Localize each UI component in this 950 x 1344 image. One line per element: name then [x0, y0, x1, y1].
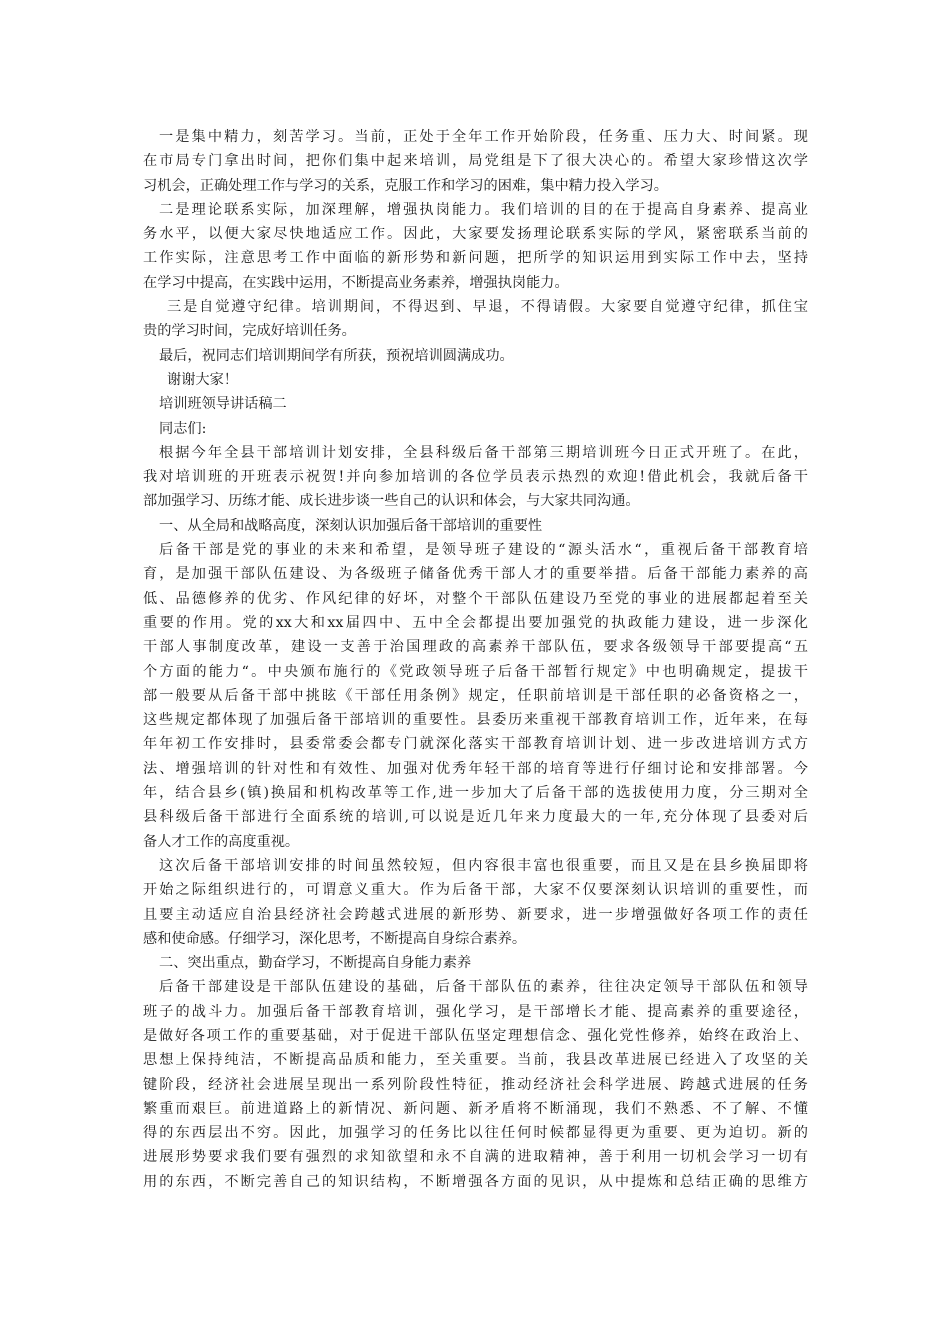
paragraph-line: 一是集中精力，刻苦学习。当前，正处于全年工作开始阶段，任务重、压力大、时间紧。现 — [159, 129, 808, 145]
paragraph-line: 我对培训班的开班表示祝贺!并向参加培训的各位学员表示热烈的欢迎!借此机会，我就后备干 — [143, 469, 808, 486]
paragraph-line: 繁重而艰巨。前进道路上的新情况、新问题、新矛盾将不断涌现，我们不熟悉、不了解、不懂 — [143, 1100, 808, 1117]
paragraph-line: 二是理论联系实际，加深理解，增强执岗能力。我们培训的目的在于提高自身素养、提高业 — [159, 201, 808, 218]
paragraph-line: 部一般要从后备干部中挑眩《干部任用条例》规定，任职前培训是干部任职的必备资格之一， — [143, 687, 808, 704]
paragraph-line: 思想上保持纯洁，不断提高品质和能力，至关重要。当前，我县改革进展已经进入了攻坚的关 — [143, 1052, 808, 1069]
paragraph-line: 县科级后备干部进行全面系统的培训,可以说是近几年来力度最大的一年,充分体现了县委对后 — [143, 809, 808, 826]
paragraph-line: 年，结合县乡(镇)换届和机构改革等工作,进一步加大了后备干部的选拔使用力度，分三期对全 — [143, 785, 808, 802]
paragraph-line: 这次后备干部培训安排的时间虽然较短，但内容很丰富也很重要，而且又是在县乡换届即将 — [159, 857, 808, 874]
paragraph-line: 重要的作用。党的xx大和xx届四中、五中全会都提出要加强党的执政能力建设，进一步深化 — [143, 614, 808, 631]
paragraph-line: 工作实际，注意思考工作中面临的新形势和新问题，把所学的知识运用到实际工作中去，坚持 — [143, 250, 808, 267]
paragraph-line: 最后，祝同志们培训期间学有所获，预祝培训圆满成功。 — [159, 347, 514, 364]
paragraph-line: 是做好各项工作的重要基础，对于促进干部队伍坚定理想信念、强化党性修养，始终在政治上、 — [143, 1027, 808, 1044]
paragraph-line: 键阶段，经济社会进展呈现出一系列阶段性特征，推动经济社会科学进展、跨越式进展的任务 — [143, 1076, 808, 1093]
paragraph-line: 三是自觉遵守纪律。培训期间，不得迟到、早退，不得请假。大家要自觉遵守纪律，抓住宝 — [167, 299, 808, 316]
paragraph-line: 用的东西，不断完善自己的知识结构，不断增强各方面的见识，从中提炼和总结正确的思维方 — [143, 1173, 808, 1190]
paragraph-line: 备人才工作的高度重视。 — [143, 833, 300, 850]
paragraph-line: 在市局专门拿出时间，把你们集中起来培训，局党组是下了很大决心的。希望大家珍惜这次学 — [143, 153, 808, 170]
paragraph-line: 育，是加强干部队伍建设、为各级班子储备优秀干部人才的重要举措。后备干部能力素养的高 — [143, 566, 808, 583]
document-body — [143, 125, 808, 1194]
closing-line: 谢谢大家！ — [167, 371, 238, 388]
paragraph-line: 在学习中提高，在实践中运用，不断提高业务素养，增强执岗能力。 — [143, 274, 569, 291]
paragraph-line: 低、品德修养的优劣、作风纪律的好坏，对整个干部队伍建设乃至党的事业的进展都起着至关 — [143, 590, 808, 607]
paragraph-line: 后备干部是党的事业的未来和希望，是领导班子建设的“源头活水“，重视后备干部教育培 — [159, 542, 808, 559]
section-title: 培训班领导讲话稿二 — [159, 396, 287, 413]
section-heading: 一、从全局和战略高度，深刻认识加强后备干部培训的重要性 — [159, 517, 543, 534]
paragraph-line: 这些规定都体现了加强后备干部培训的重要性。县委历来重视干部教育培训工作，近年来，在每 — [143, 712, 808, 729]
paragraph-line: 习机会，正确处理工作与学习的关系，克服工作和学习的困难，集中精力投入学习。 — [143, 177, 668, 194]
salutation: 同志们: — [159, 420, 207, 437]
paragraph-line: 贵的学习时间，完成好培训任务。 — [143, 323, 356, 340]
paragraph-line: 开始之际组织进行的，可谓意义重大。作为后备干部，大家不仅要深刻认识培训的重要性，而 — [143, 882, 808, 899]
paragraph-line: 且要主动适应自治县经济社会跨越式进展的新形势、新要求，进一步增强做好各项工作的责任 — [143, 906, 808, 923]
paragraph-line: 法、增强培训的针对性和有效性、加强对优秀年轻干部的培育等进行仔细讨论和安排部署。今 — [143, 760, 808, 777]
paragraph-line: 务水平，以便大家尽快地适应工作。因此，大家要发扬理论联系实际的学风，紧密联系当前的 — [143, 226, 808, 243]
paragraph-line: 感和使命感。仔细学习，深化思考，不断提高自身综合素养。 — [143, 930, 527, 947]
paragraph-line: 后备干部建设是干部队伍建设的基础，后备干部队伍的素养，往往决定领导干部队伍和领导 — [159, 979, 808, 996]
paragraph-line: 部加强学习、历练才能、成长进步谈一些自己的认识和体会，与大家共同沟通。 — [143, 493, 640, 510]
paragraph-line: 干部人事制度改革，建设一支善于治国理政的高素养干部队伍，要求各级领导干部要提高“五 — [143, 639, 808, 656]
paragraph-line: 进展形势要求我们要有强烈的求知欲望和永不自满的进取精神，善于利用一切机会学习一切有 — [143, 1149, 808, 1166]
paragraph-line: 得的东西层出不穷。因此，加强学习的任务比以往任何时候都显得更为重要、更为迫切。新的 — [143, 1125, 808, 1142]
paragraph-line: 年年初工作安排时，县委常委会都专门就深化落实干部教育培训计划、进一步改进培训方式方 — [143, 736, 808, 753]
paragraph-line: 班子的战斗力。加强后备干部教育培训，强化学习，是干部增长才能、提高素养的重要途径， — [143, 1003, 808, 1020]
section-heading: 二、突出重点，勤奋学习，不断提高自身能力素养 — [159, 955, 472, 972]
paragraph-line: 根据今年全县干部培训计划安排，全县科级后备干部第三期培训班今日正式开班了。在此， — [159, 444, 808, 461]
paragraph-line: 个方面的能力“。中央颁布施行的《党政领导班子后备干部暂行规定》中也明确规定，提拔干 — [143, 663, 808, 680]
